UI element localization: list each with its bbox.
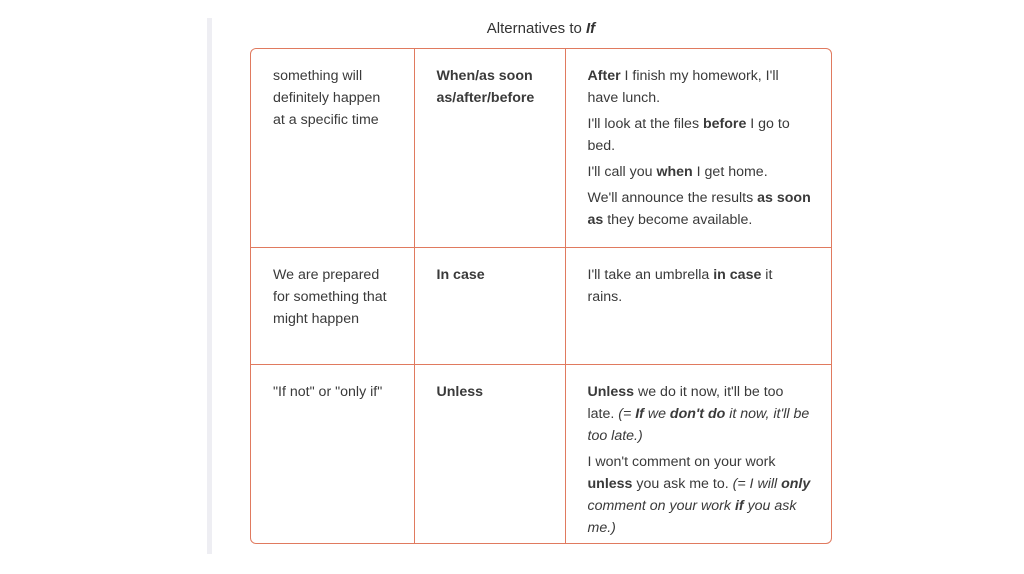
meaning-cell: We are prepared for something that might happen	[251, 248, 414, 365]
caption-emphasis: If	[586, 20, 596, 37]
examples-cell	[565, 49, 831, 248]
table-row	[251, 365, 831, 545]
term-cell: When/as soon as/after/before	[414, 49, 565, 248]
table-row	[251, 49, 831, 248]
example-sentence: After I finish my homework, I'll have lunch.	[587, 68, 779, 106]
table	[251, 49, 831, 544]
example-sentence: Unless we do it now, it'll be too late. (= If we don't do it now, it'll be too late.)	[587, 384, 810, 444]
examples-cell	[565, 365, 831, 545]
example-sentence: We'll announce the results as soon as they become available.	[587, 190, 811, 228]
table-row	[251, 248, 831, 365]
example-sentence: I'll look at the files before I go to bed.	[587, 116, 790, 154]
term-cell: In case	[414, 248, 565, 365]
alternatives-table	[250, 48, 832, 544]
table-caption	[250, 20, 832, 37]
examples-cell	[565, 248, 831, 365]
example-sentence: I won't comment on your work unless you ask me to. (= I will only comment on your work if you ask me.)	[587, 454, 811, 536]
meaning-cell: something will definitely happen at a specific time	[251, 49, 414, 248]
caption-prefix: Alternatives to	[486, 20, 582, 37]
example-sentence: I'll call you when I get home.	[587, 164, 768, 180]
meaning-cell: "If not" or "only if"	[251, 365, 414, 545]
term-cell: Unless	[414, 365, 565, 545]
left-divider	[207, 18, 212, 554]
example-sentence: I'll take an umbrella in case it rains.	[587, 267, 773, 305]
